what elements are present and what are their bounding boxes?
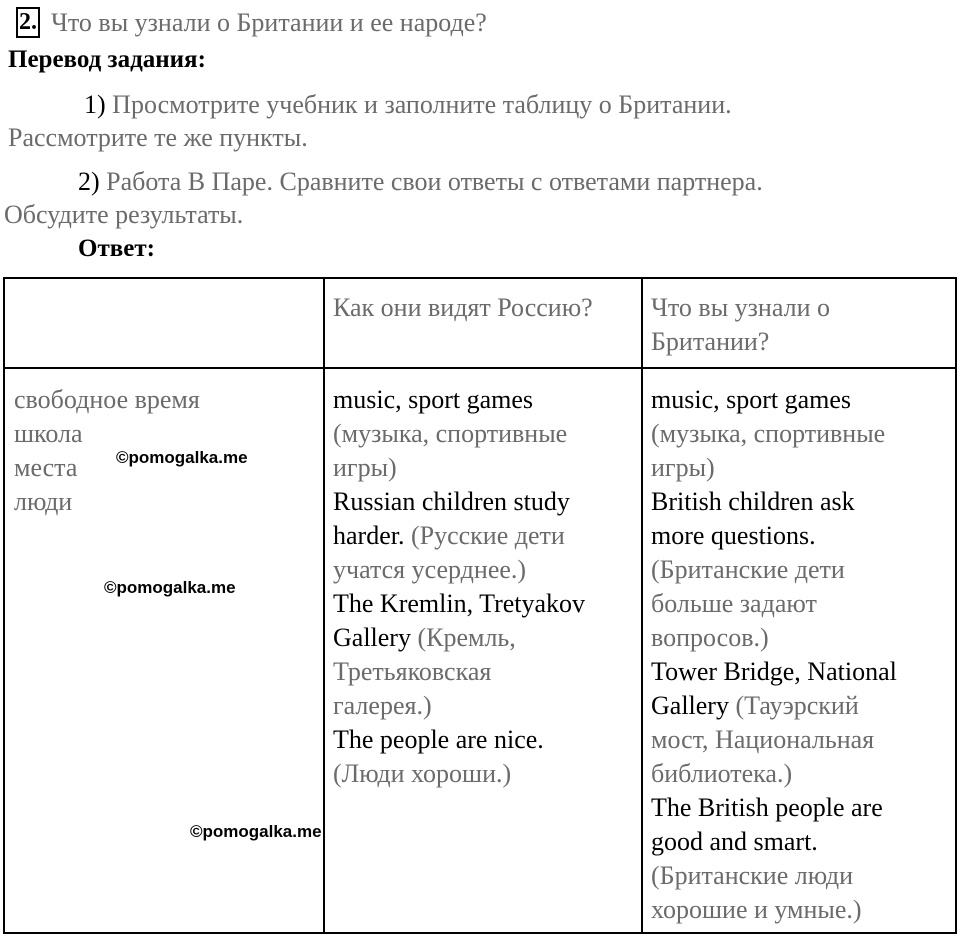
russia-line-en: harder. — [333, 521, 405, 550]
item-2-number: 2) — [78, 167, 100, 196]
answer-table — [3, 277, 957, 934]
answer-heading: Ответ: — [78, 235, 155, 262]
britain-line: The British people are — [651, 793, 883, 822]
russia-line-ru: (Русские дети — [404, 521, 565, 550]
russia-line: music, sport games — [333, 385, 534, 414]
russia-line: The Kremlin, Tretyakov — [333, 589, 586, 618]
britain-line: (Британские люди — [651, 861, 853, 890]
translation-item-2 — [78, 165, 763, 199]
task-question: Что вы узнали о Британии и ее народе? — [51, 8, 487, 37]
britain-line: good and smart. — [651, 827, 818, 856]
header-russia: Как они видят Россию? — [333, 293, 593, 322]
translation-item-1 — [84, 88, 732, 122]
translation-item-2-cont: Обсудите результаты. — [4, 200, 244, 229]
britain-line-en: Gallery — [651, 691, 729, 720]
britain-line: (музыка, спортивные — [651, 419, 886, 448]
russia-line — [333, 519, 585, 553]
topic-item: места — [14, 453, 78, 482]
britain-line: библиотека.) — [651, 759, 793, 788]
table-divider-1 — [323, 279, 325, 932]
russia-line: Russian children study — [333, 487, 570, 516]
russia-line: учатся усерднее.) — [333, 555, 527, 584]
britain-line: British children ask — [651, 487, 855, 516]
britain-line: (Британские дети — [651, 555, 845, 584]
translation-item-1-cont: Рассмотрите те же пункты. — [8, 123, 308, 152]
britain-line: игры) — [651, 453, 715, 482]
table-divider-2 — [641, 279, 643, 932]
watermark: ©pomogalka.me — [190, 822, 322, 841]
topic-item: люди — [14, 487, 73, 516]
russia-line: (музыка, спортивные — [333, 419, 568, 448]
translation-heading: Перевод задания: — [8, 46, 206, 73]
britain-line: больше задают — [651, 589, 817, 618]
russia-line: игры) — [333, 453, 397, 482]
table-header-divider — [5, 367, 955, 369]
item-2-text: Работа В Паре. Сравните свои ответы с ответами партнера. — [99, 167, 763, 196]
britain-line: вопросов.) — [651, 623, 769, 652]
russia-column — [333, 383, 585, 791]
britain-line — [651, 689, 897, 723]
britain-line: мост, Национальная — [651, 725, 875, 754]
topic-item: свободное время — [14, 385, 200, 414]
britain-line-ru: (Тауэрский — [728, 691, 859, 720]
russia-line: (Люди хороши.) — [333, 759, 512, 788]
task-number-box: 2. — [16, 7, 40, 38]
britain-column — [651, 383, 897, 927]
item-1-text: Просмотрите учебник и заполните таблицу о Британии. — [105, 90, 732, 119]
russia-line: галерея.) — [333, 691, 432, 720]
russia-line-en: Gallery — [333, 623, 411, 652]
russia-line: The people are nice. — [333, 725, 544, 754]
header-britain-line-1: Что вы узнали о — [651, 293, 831, 322]
britain-line: хорошие и умные.) — [651, 895, 862, 924]
header-britain-line-2: Британии? — [651, 327, 770, 356]
item-1-number: 1) — [84, 90, 106, 119]
topic-item: школа — [14, 419, 83, 448]
russia-line: Третьяковская — [333, 657, 492, 686]
russia-line — [333, 621, 585, 655]
watermark: ©pomogalka.me — [116, 448, 248, 467]
britain-line: more questions. — [651, 521, 816, 550]
britain-line: music, sport games — [651, 385, 852, 414]
russia-line-ru: (Кремль, — [410, 623, 516, 652]
header-britain — [651, 291, 830, 359]
britain-line: Tower Bridge, National — [651, 657, 897, 686]
watermark: ©pomogalka.me — [104, 578, 236, 597]
